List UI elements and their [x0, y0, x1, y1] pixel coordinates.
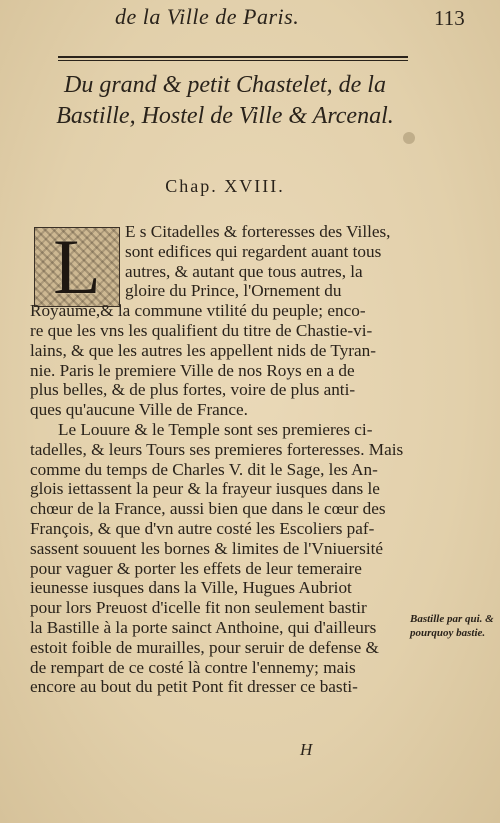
- text-line: Le Louure & le Temple sont ses premieres ci-: [58, 419, 373, 439]
- dropcap-letter: L: [53, 223, 101, 310]
- body-text: [30, 222, 408, 697]
- text-line: pour vaguer & porter les effets de leur temeraire: [30, 558, 362, 578]
- text-line: sassent souuent les bornes & limites de l'Vniuersité: [30, 538, 383, 558]
- page-number: 113: [434, 6, 465, 30]
- margin-notes: [410, 612, 498, 640]
- text-line: François, & que d'vn autre costé les Escoliers paf-: [30, 518, 375, 538]
- signature-mark: H: [300, 740, 313, 759]
- text-line: ques qu'aucune Ville de France.: [30, 400, 248, 420]
- text-line: de rempart de ce costé là contre l'ennemy; mais: [30, 657, 356, 677]
- text-line: comme du temps de Charles V. dit le Sage, les An-: [30, 459, 378, 479]
- text-line: encore au bout du petit Pont fit dresser ce basti-: [30, 677, 358, 697]
- text-line: autres, & autant que tous autres, la: [125, 261, 363, 281]
- text-line: tadelles, & leurs Tours ses premieres forteresses. Mais: [30, 439, 404, 459]
- text-line: gloire du Prince, l'Ornement du: [125, 281, 342, 301]
- chapter-heading: Chap. XVIII.: [165, 176, 285, 196]
- margin-note: pourquoy bastie.: [410, 627, 486, 639]
- text-line: lains, & que les autres les appellent nids de Tyran-: [30, 340, 376, 360]
- text-line: estoit foible de murailles, pour seruir de defense &: [30, 637, 379, 657]
- text-line: re que les vns les qualifient du titre de Chastie-vi-: [30, 320, 373, 340]
- text-line: la Bastille à la porte sainct Anthoine, qui d'ailleurs: [30, 617, 377, 637]
- text-line: pour lors Preuost d'icelle fit non seulement bastir: [30, 598, 367, 618]
- section-title: Du grand & petit Chastelet, de la Bastille, Hostel de Ville & Arcenal.: [56, 72, 394, 129]
- text-line: plus belles, & de plus fortes, voire de plus anti-: [30, 380, 356, 400]
- running-head: de la Ville de Paris.: [115, 4, 300, 29]
- header-rule-thin: [58, 60, 408, 61]
- text-line: nie. Paris le premiere Ville de nos Roys en a de: [30, 360, 355, 380]
- ink-smudge: [403, 132, 415, 144]
- text-line: ieunesse iusques dans la Ville, Hugues Aubriot: [30, 578, 352, 598]
- text-line: E s Citadelles & forteresses des Villes,: [125, 222, 391, 241]
- text-line: sont edifices qui regardent auant tous: [125, 241, 382, 261]
- text-line: Royaume,& la commune vtilité du peuple; enco-: [30, 301, 366, 321]
- text-line: chœur de la France, aussi bien que dans le cœur des: [30, 499, 386, 519]
- text-line: glois iettassent la peur & la frayeur iusques dans le: [30, 479, 380, 499]
- margin-note: Bastille par qui. &: [410, 613, 494, 625]
- header-rule: [58, 56, 408, 58]
